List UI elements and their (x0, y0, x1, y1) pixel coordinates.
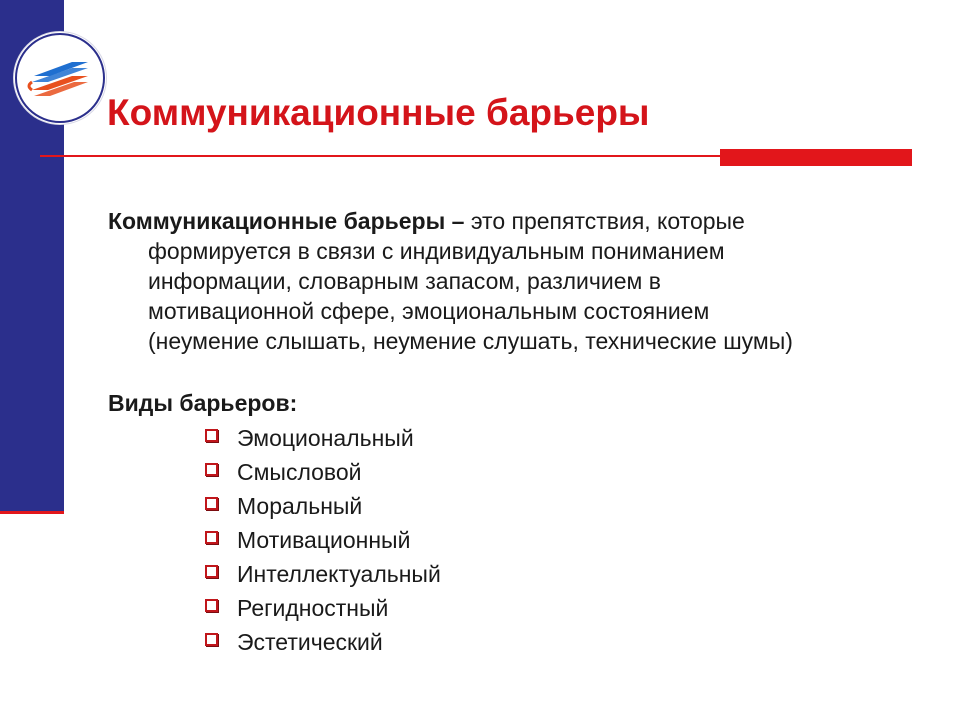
list-item-label: Смысловой (237, 458, 362, 485)
checkbox-icon (205, 463, 218, 476)
checkbox-icon (205, 565, 218, 578)
list-item-label: Эмоциональный (237, 424, 414, 451)
list-item-label: Мотивационный (237, 526, 411, 553)
books-logo-graphic (14, 32, 106, 124)
definition-line: формируется в связи с индивидуальным пониманием (148, 238, 725, 264)
checkbox-icon (205, 531, 218, 544)
side-bar-accent (0, 511, 64, 514)
slide-title: Коммуникационные барьеры (107, 92, 650, 133)
list-item (205, 489, 441, 523)
title-underline (40, 155, 740, 157)
definition-paragraph (108, 206, 908, 356)
list-item (205, 455, 441, 489)
title-accent-bar (720, 149, 912, 166)
list-item-label: Эстетический (237, 628, 383, 655)
checkbox-icon (205, 599, 218, 612)
list-item (205, 557, 441, 591)
definition-line: (неумение слышать, неумение слушать, технические шумы) (148, 328, 793, 354)
definition-first-line: это препятствия, которые (470, 208, 745, 234)
list-item-label: Регидностный (237, 594, 389, 621)
list-item (205, 523, 441, 557)
definition-term: Коммуникационные барьеры – (108, 208, 471, 234)
checkbox-icon (205, 429, 218, 442)
definition-line: информации, словарным запасом, различием в (148, 268, 661, 294)
list-item (205, 625, 441, 659)
list-item (205, 591, 441, 625)
books-logo-icon (14, 32, 106, 124)
list-item-label: Интеллектуальный (237, 560, 441, 587)
list-item (205, 421, 441, 455)
checkbox-icon (205, 497, 218, 510)
definition-line: мотивационной сфере, эмоциональным состоянием (148, 298, 710, 324)
kinds-list (205, 421, 441, 659)
list-item-label: Моральный (237, 492, 363, 519)
kinds-heading: Виды барьеров: (108, 390, 298, 416)
checkbox-icon (205, 633, 218, 646)
